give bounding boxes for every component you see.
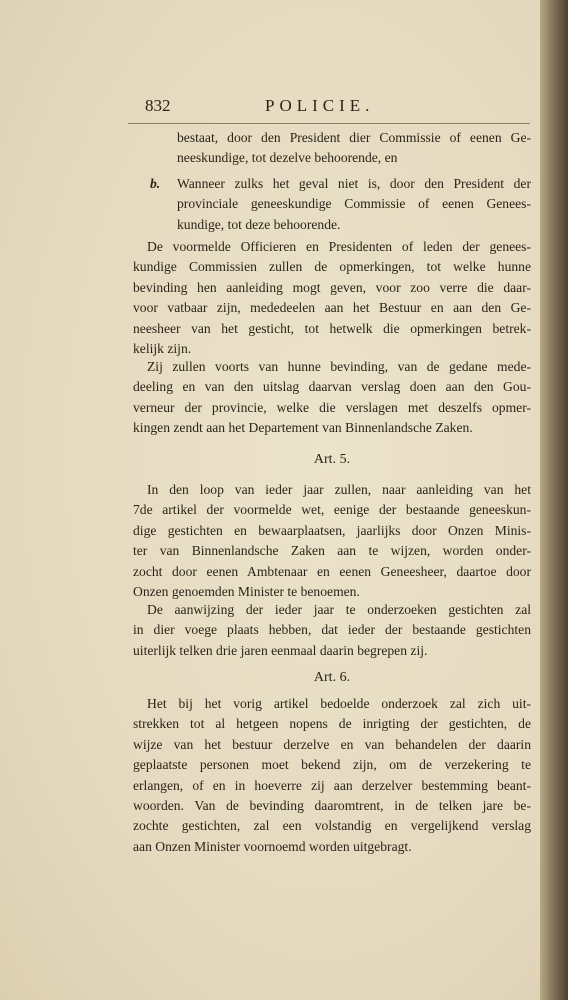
text-line: in dier voege plaats hebben, dat ieder der bestaande gestichten (133, 622, 531, 638)
text-line: verneur der provincie, welke die verslagen met deszelfs opmer- (133, 399, 531, 415)
text-line: aan Onzen Minister voornoemd worden uitgebragt. (133, 838, 412, 854)
article-5-paragraph-2 (133, 600, 531, 661)
page-number: 832 (145, 96, 171, 115)
article-6-paragraph-1 (133, 694, 531, 857)
text-line: kelijk zijn. (133, 341, 192, 357)
text-line: provinciale geneeskundige Commissie of eenen Genees- (177, 196, 531, 212)
text-line: wijze van het bestuur derzelve en van behandelen der daarin (133, 736, 531, 752)
article-6-heading: Art. 6. (313, 670, 351, 685)
text-line: dige gestichten en bewaarplaatsen, jaarlijks door Onzen Minis- (133, 522, 531, 538)
text-line: Wanneer zulks het geval niet is, door den President der (177, 176, 531, 191)
text-line: zocht door eenen Ambtenaar en eenen Geneesheer, daartoe door (133, 563, 531, 579)
text-line: kundige, tot deze behoorende. (177, 216, 341, 232)
text-line: De aanwijzing der ieder jaar te onderzoeken gestichten zal (147, 602, 531, 617)
text-line: deeling en van den uitslag daarvan verslag doen aan den Gou- (133, 379, 531, 395)
text-line: bevinding hen aanleiding mogt geven, voor zoo verre die daar- (133, 279, 531, 295)
text-line: strekken tot al hetgeen nopens de inrigting der gestichten, de (133, 716, 531, 732)
page-header (145, 96, 530, 122)
text-line: uiterlijk telken drie jaren eenmaal daarin begrepen zij. (133, 642, 428, 658)
text-line: neeskundige, tot dezelve behoorende, en (177, 150, 398, 166)
running-title: POLICIE. (265, 96, 375, 115)
article-5-paragraph-1 (133, 480, 531, 602)
page-edge (540, 0, 568, 1000)
text-line: woorden. Van de bevinding daaromtrent, in de telken jare be- (133, 798, 531, 814)
text-line: erlangen, of en in hoeverre zij aan derzelver bestemming beant- (133, 777, 531, 793)
text-line: kundige Commissien zullen de opmerkingen, tot welke hunne (133, 259, 531, 275)
header-rule (128, 123, 530, 124)
text-line: Zij zullen voorts van hunne bevinding, van de gedane mede- (147, 359, 531, 374)
item-b-label: b. (150, 176, 161, 191)
paragraph-officers (133, 237, 531, 359)
text-line: bestaat, door den President dier Commissie of eenen Ge- (177, 130, 531, 145)
text-line: ter van Binnenlandsche Zaken aan te wijzen, worden onder- (133, 543, 531, 559)
text-line: 7de artikel der voormelde wet, eenige der bestaande geneeskun- (133, 502, 531, 518)
article-5-heading: Art. 5. (313, 452, 351, 467)
text-line: Onzen genoemden Minister te benoemen. (133, 584, 360, 600)
text-line: zochte gestichten, zal een volstandig en vergelijkend verslag (133, 818, 531, 834)
text-line: geplaatste personen moet bekend zijn, om de verzekering te (133, 757, 531, 773)
text-line: kingen zendt aan het Departement van Binnenlandsche Zaken. (133, 420, 473, 436)
item-b (150, 174, 531, 235)
item-a-continuation (177, 128, 531, 169)
paragraph-report (133, 357, 531, 439)
text-line: De voormelde Officieren en Presidenten of leden der genees- (147, 239, 531, 254)
text-line: voor vatbaar zijn, mededeelen aan het Bestuur en aan den Ge- (133, 300, 531, 316)
text-line: Het bij het vorig artikel bedoelde onderzoek zal zich uit- (147, 696, 531, 711)
text-line: neesheer van het gesticht, tot hetwelk die opmerkingen betrek- (133, 320, 531, 336)
text-line: In den loop van ieder jaar zullen, naar aanleiding van het (147, 482, 531, 497)
